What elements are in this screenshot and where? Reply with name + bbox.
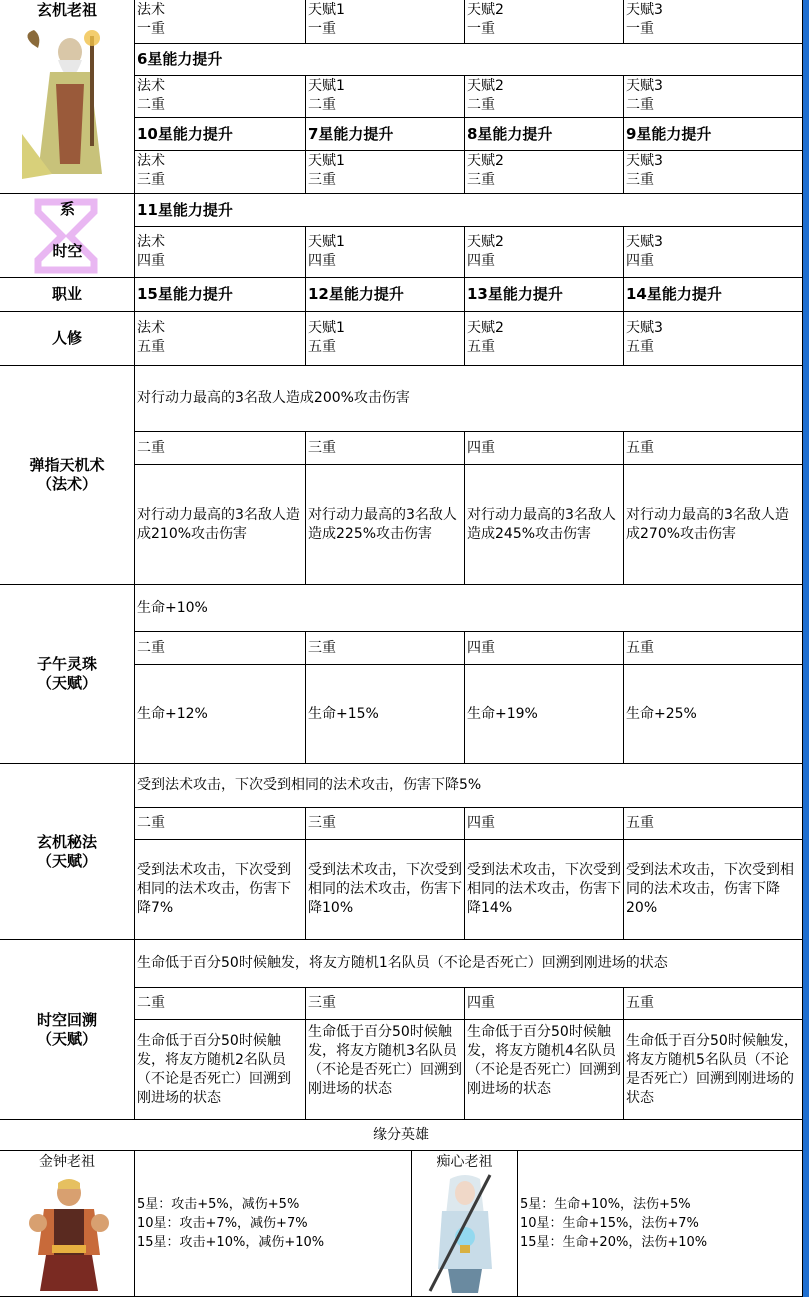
fate-hero2-portrait-icon [420, 1173, 510, 1295]
upgrade-cell: 天赋1 二重 [306, 76, 465, 118]
level-header: 五重 [624, 808, 803, 840]
upgrade-cell: 天赋3 一重 [624, 0, 803, 44]
upgrade-cell: 天赋2 四重 [465, 227, 624, 278]
star-header: 9星能力提升 [624, 118, 803, 151]
skill-name-cell: 时空回溯 （天赋） [0, 940, 135, 1120]
upgrade-cell: 天赋2 一重 [465, 0, 624, 44]
job-label [0, 278, 135, 312]
level-header: 三重 [306, 808, 465, 840]
skill-base: 生命低于百分50时候触发，将友方随机1名队员（不论是否死亡）回溯到刚进场的状态 [135, 940, 803, 988]
fate-hero1-bonus: 5星：攻击+5%，减伤+5% 10星：攻击+7%，减伤+7% 15星：攻击+10%，减伤+10% [135, 1151, 412, 1297]
hero-name: 玄机老祖 [36, 1, 97, 19]
star-header: 6星能力提升 [135, 44, 803, 76]
cultivation-label [0, 312, 135, 366]
level-header: 二重 [135, 808, 306, 840]
level-header: 四重 [465, 988, 624, 1020]
level-header: 四重 [465, 808, 624, 840]
star-header: 12星能力提升 [306, 278, 465, 312]
level-header: 三重 [306, 432, 465, 465]
hero-portrait-cell [0, 0, 135, 194]
level-desc: 对行动力最高的3名敌人造成210%攻击伤害 [135, 465, 306, 585]
star-header: 8星能力提升 [465, 118, 624, 151]
element-value: 时空 [52, 242, 83, 260]
level-header: 四重 [465, 632, 624, 665]
fate-hero2-name: 痴心老祖 [436, 1154, 493, 1170]
skill-base: 对行动力最高的3名敌人造成200%攻击伤害 [135, 366, 803, 432]
level-desc: 受到法术攻击，下次受到相同的法术攻击，伤害下降14% [465, 840, 624, 940]
level-header: 五重 [624, 432, 803, 465]
level-desc: 对行动力最高的3名敌人造成270%攻击伤害 [624, 465, 803, 585]
job-label-text: 职业 [51, 285, 82, 303]
upgrade-cell: 法术 一重 [135, 0, 306, 44]
level-header: 二重 [135, 632, 306, 665]
star-header: 7星能力提升 [306, 118, 465, 151]
level-header: 四重 [465, 432, 624, 465]
level-desc: 生命+12% [135, 665, 306, 764]
level-desc: 受到法术攻击，下次受到相同的法术攻击，伤害下降7% [135, 840, 306, 940]
fate-hero1-name: 金钟老祖 [39, 1154, 95, 1170]
level-desc: 生命+25% [624, 665, 803, 764]
level-header: 三重 [306, 632, 465, 665]
star-header: 15星能力提升 [135, 278, 306, 312]
upgrade-cell: 天赋2 五重 [465, 312, 624, 366]
upgrade-cell: 天赋1 三重 [306, 151, 465, 194]
upgrade-cell: 天赋3 四重 [624, 227, 803, 278]
upgrade-cell: 天赋3 二重 [624, 76, 803, 118]
level-header: 三重 [306, 988, 465, 1020]
fate-title: 缘分英雄 [0, 1120, 803, 1151]
level-desc: 受到法术攻击，下次受到相同的法术攻击，伤害下降10% [306, 840, 465, 940]
upgrade-cell: 天赋1 四重 [306, 227, 465, 278]
hero-portrait-icon [12, 24, 122, 189]
upgrade-cell: 法术 四重 [135, 227, 306, 278]
level-desc: 生命+15% [306, 665, 465, 764]
level-header: 二重 [135, 432, 306, 465]
skill-name-cell: 子午灵珠 （天赋） [0, 585, 135, 764]
window-edge [803, 0, 809, 1297]
fate-hero2-cell [412, 1151, 518, 1297]
element-cell [0, 194, 135, 278]
cultivation-label-text: 人修 [51, 329, 82, 347]
star-header: 14星能力提升 [624, 278, 803, 312]
level-desc: 对行动力最高的3名敌人造成245%攻击伤害 [465, 465, 624, 585]
upgrade-cell: 法术 五重 [135, 312, 306, 366]
level-desc: 生命低于百分50时候触发，将友方随机4名队员（不论是否死亡）回溯到刚进场的状态 [465, 1020, 624, 1120]
upgrade-cell: 天赋1 一重 [306, 0, 465, 44]
fate-hero2-bonus: 5星：生命+10%，法伤+5% 10星：生命+15%，法伤+7% 15星：生命+20%，法伤+10% [518, 1151, 803, 1297]
upgrade-cell: 法术 三重 [135, 151, 306, 194]
upgrade-cell: 天赋1 五重 [306, 312, 465, 366]
level-header: 五重 [624, 988, 803, 1020]
level-desc: 生命低于百分50时候触发，将友方随机2名队员（不论是否死亡）回溯到刚进场的状态 [135, 1020, 306, 1120]
upgrade-cell: 天赋3 三重 [624, 151, 803, 194]
level-desc: 生命低于百分50时候触发，将友方随机5名队员（不论是否死亡）回溯到刚进场的状态 [624, 1020, 803, 1120]
upgrade-cell: 天赋2 三重 [465, 151, 624, 194]
star-header: 13星能力提升 [465, 278, 624, 312]
upgrade-cell: 法术 二重 [135, 76, 306, 118]
level-desc: 生命+19% [465, 665, 624, 764]
fate-hero1-cell [0, 1151, 135, 1297]
element-label: 系 [59, 200, 75, 218]
upgrade-cell: 天赋2 二重 [465, 76, 624, 118]
skill-name-cell: 弹指天机术 （法术） [0, 366, 135, 585]
fate-hero1-portrait-icon [24, 1175, 114, 1295]
skill-name-cell: 玄机秘法 （天赋） [0, 764, 135, 940]
star-header: 10星能力提升 [135, 118, 306, 151]
upgrade-cell: 天赋3 五重 [624, 312, 803, 366]
level-header: 五重 [624, 632, 803, 665]
level-desc: 生命低于百分50时候触发，将友方随机3名队员（不论是否死亡）回溯到刚进场的状态 [306, 1020, 465, 1120]
star-header: 11星能力提升 [135, 194, 803, 227]
level-header: 二重 [135, 988, 306, 1020]
skill-base: 生命+10% [135, 585, 803, 632]
level-desc: 受到法术攻击，下次受到相同的法术攻击，伤害下降20% [624, 840, 803, 940]
skill-base: 受到法术攻击，下次受到相同的法术攻击，伤害下降5% [135, 764, 803, 808]
level-desc: 对行动力最高的3名敌人造成225%攻击伤害 [306, 465, 465, 585]
